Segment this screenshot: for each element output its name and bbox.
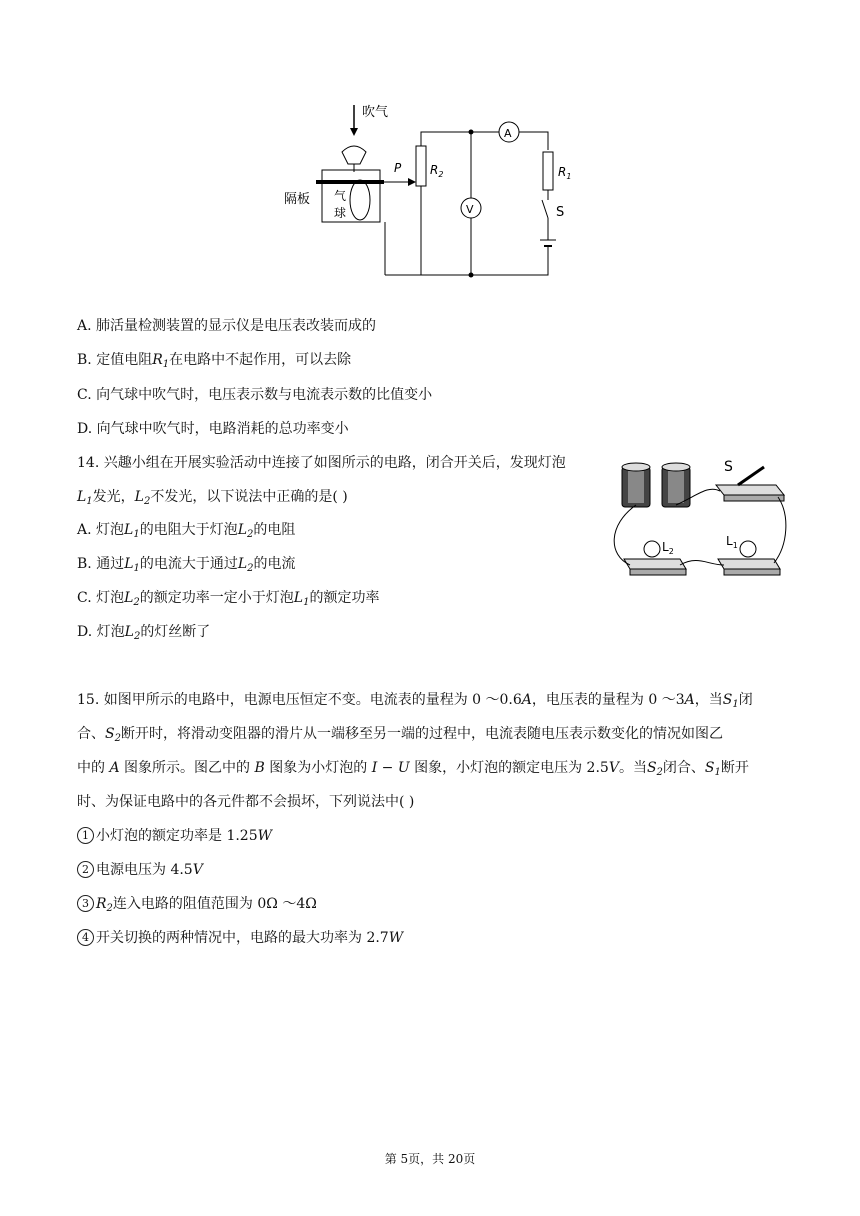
q15-item-1: 1 小灯泡的额定功率是 1.25W — [77, 826, 272, 846]
q14-option-b: B. 通过$L_1$的电流大于通过$L_2$的电流 — [77, 556, 296, 574]
q13-option-c: C. 向气球中吹气时，电压表示数与电流表示数的比值变小 — [77, 387, 433, 403]
q15-stem-line-4: 时、为保证电路中的各元件都不会损坏，下列说法中( ) — [77, 794, 415, 810]
voltmeter-label: V — [466, 203, 474, 216]
q14-option-d: D. 灯泡$L_2$的灯丝断了 — [77, 624, 211, 642]
q14-stem-line-2: $L_1$发光，$L_2$不发光，以下说法中正确的是( ) — [77, 489, 348, 507]
p-label: P — [394, 161, 402, 175]
fig-switch-label: S — [724, 459, 733, 475]
q13-option-b: B. 定值电阻$R_1$在电路中不起作用，可以去除 — [77, 352, 352, 370]
q15-item-3: 3 $R_2$连入电路的阻值范围为 0Ω ～4Ω — [77, 894, 317, 919]
q15-item-2: 2 电源电压为 4.5V — [77, 860, 203, 880]
q14-stem-line-1: 14. 兴趣小组在开展实验活动中连接了如图所示的电路，闭合开关后，发现灯泡 — [77, 455, 566, 471]
r2-label: $R_2$ — [430, 163, 444, 179]
q13-option-a: A. 肺活量检测装置的显示仪是电压表改装而成的 — [77, 318, 377, 334]
q14-option-c: C. 灯泡$L_2$的额定功率一定小于灯泡$L_1$的额定功率 — [77, 590, 380, 608]
balloon-label-1: 气 — [334, 189, 347, 203]
q15-item-4: 4 开关切换的两种情况中，电路的最大功率为 2.7W — [77, 928, 403, 948]
q15-stem-line-2: 合、$S_2$断开时，将滑动变阻器的滑片从一端移至另一端的过程中，电流表随电压表示数变化的情况如图乙 — [77, 726, 723, 744]
q14-option-a: A. 灯泡$L_1$的电阻大于灯泡$L_2$的电阻 — [77, 522, 296, 540]
fig-l2-label: $L_2$ — [662, 540, 674, 556]
switch-label: S — [556, 205, 565, 220]
partition-label: 隔板 — [284, 192, 311, 207]
balloon-label-2: 球 — [334, 206, 347, 220]
q15-stem-line-1: 15. 如图甲所示的电路中，电源电压恒定不变。电流表的量程为 0 ～0.6A，电压表的量程为 0 ～3A，当$S_1$闭 — [77, 692, 753, 710]
physical-circuit-figure — [608, 455, 788, 585]
r1-label: $R_1$ — [558, 165, 572, 181]
page-footer: 第 5页，共 20页 — [384, 1152, 476, 1166]
blow-label: 吹气 — [362, 105, 389, 120]
spirometer-circuit-figure — [280, 100, 580, 280]
ammeter-label: A — [504, 127, 512, 140]
q13-option-d: D. 向气球中吹气时，电路消耗的总功率变小 — [77, 421, 349, 437]
fig-l1-label: $L_1$ — [726, 534, 738, 550]
q15-stem-line-3: 中的 A 图象所示。图乙中的 B 图象为小灯泡的 I − U 图象，小灯泡的额定电压为 2.5V。当$S_2$闭合、$S_1$断开 — [77, 760, 749, 778]
